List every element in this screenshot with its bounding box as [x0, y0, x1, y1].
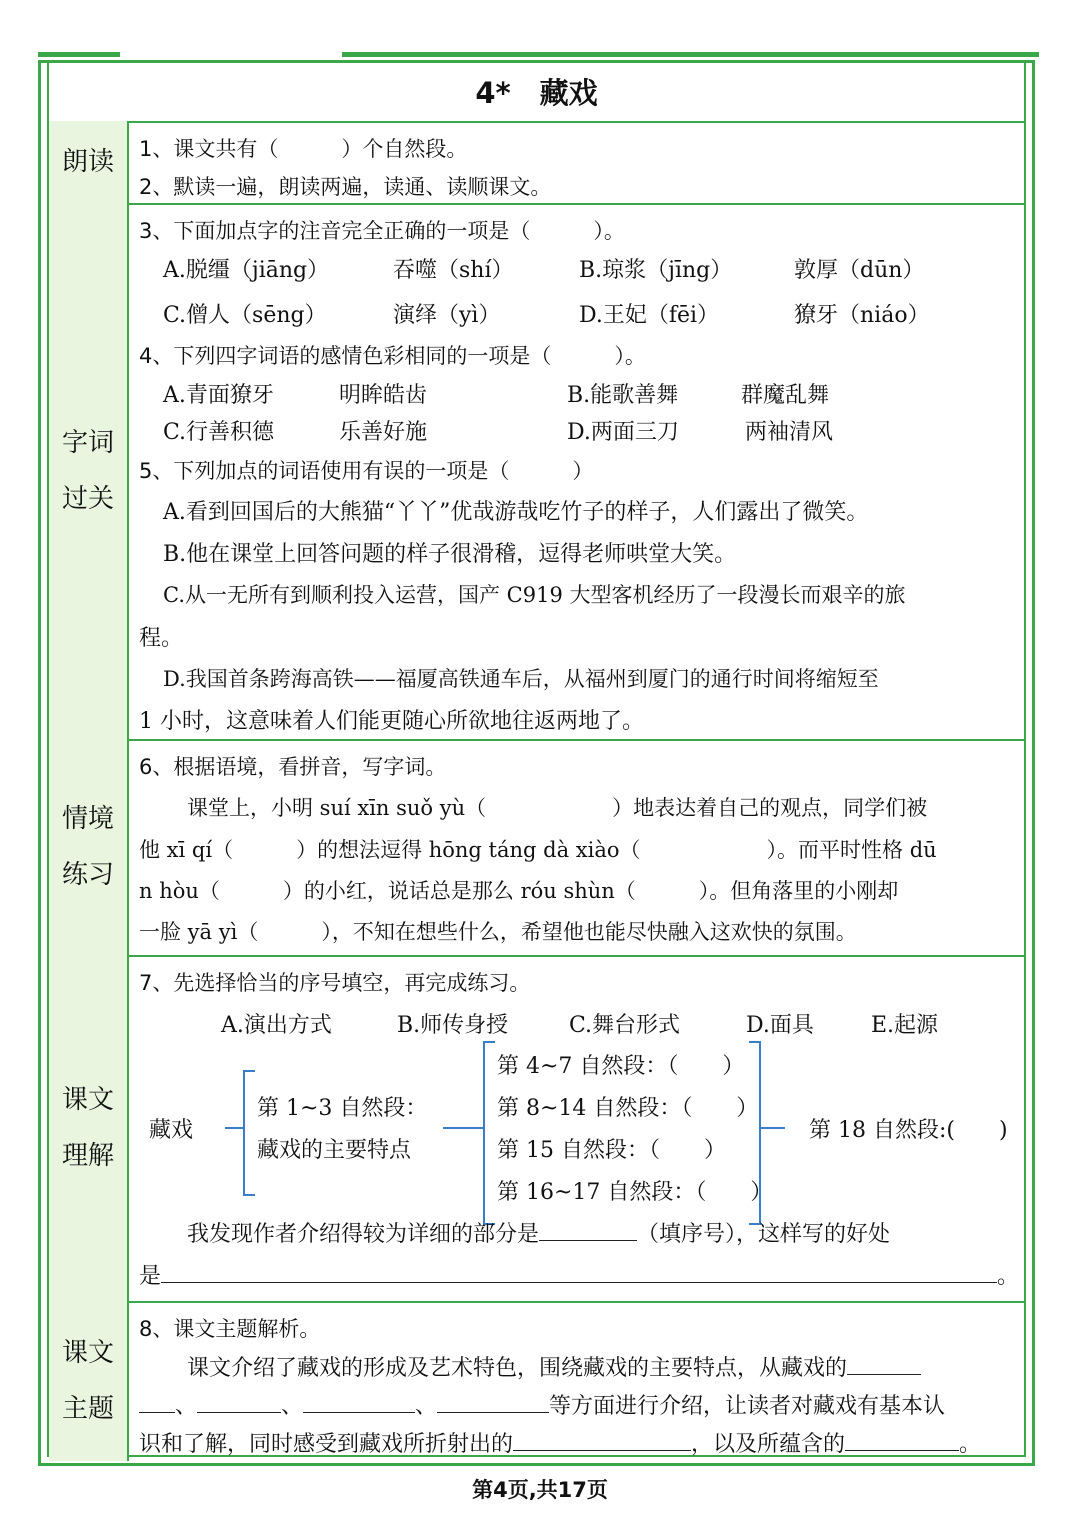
- q5-option-d-line2: 1 小时，这意味着人们能更随心所欲地往返两地了。: [139, 709, 644, 734]
- q4-option-a1: A.青面獠牙: [163, 383, 274, 408]
- label-text: 朗读: [61, 147, 114, 177]
- label-text: 字词: [61, 428, 114, 458]
- read-content: [129, 121, 1024, 203]
- separator: 、: [415, 1394, 438, 1419]
- blank[interactable]: [513, 1449, 691, 1451]
- blank[interactable]: [303, 1411, 415, 1413]
- blank[interactable]: [847, 1373, 921, 1375]
- question-1: 1、课文共有（ ）个自然段。: [139, 137, 468, 161]
- worksheet-inner: [47, 63, 1026, 1457]
- q3-option-d2: 獠牙（niáo）: [794, 303, 930, 328]
- separator: 、: [281, 1394, 304, 1419]
- question-2: 2、默读一遍，朗读两遍，读通、读顺课文。: [139, 175, 552, 199]
- bracket-right: [749, 1041, 761, 1225]
- theme-line-1: [187, 1351, 921, 1382]
- connector: [761, 1127, 785, 1129]
- blank[interactable]: [161, 1281, 997, 1283]
- bracket-left-1: [243, 1070, 255, 1196]
- q3-option-c1: C.僧人（sēng）: [163, 303, 327, 328]
- page-title: 4* 藏戏: [49, 63, 1024, 123]
- section-label-understand: [49, 955, 129, 1301]
- separator: 、: [175, 1394, 198, 1419]
- question-5: 5、下列加点的词语使用有误的一项是（ ）: [139, 459, 594, 483]
- blank[interactable]: [539, 1239, 637, 1241]
- page-number: 第4页,共17页: [472, 1478, 608, 1502]
- choice-a: A.演出方式: [221, 1013, 332, 1038]
- section-read: [49, 121, 1024, 205]
- frame-accent-left: [38, 52, 120, 57]
- label-text: 主题: [61, 1394, 114, 1424]
- part-item: 第 8~14 自然段：（ ）: [497, 1096, 759, 1121]
- find-line-2: [139, 1259, 1019, 1290]
- understand-content: [129, 955, 1024, 1301]
- part-item: 第 15 自然段：（ ）: [497, 1138, 726, 1163]
- theme-line-3: [139, 1427, 981, 1458]
- blank[interactable]: [139, 1411, 175, 1413]
- theme-text: 。: [959, 1432, 982, 1457]
- section-theme: [49, 1301, 1024, 1461]
- q4-option-b1: B.能歌善舞: [567, 383, 679, 408]
- find-text-tail: （填序号），这样写的好处: [637, 1222, 891, 1247]
- context-line-2: 他 xī qí（ ）的想法逗得 hōng táng dà xiào（ ）。而平时性格 dū: [139, 838, 937, 862]
- section-label-theme: [49, 1301, 129, 1461]
- context-line-4: 一脸 yā yì（ ），不知在想些什么，希望他也能尽快融入这欢快的氛围。: [139, 920, 857, 944]
- part1-desc: 藏戏的主要特点: [257, 1138, 412, 1163]
- part-end: 第 18 自然段:( ): [809, 1118, 1008, 1143]
- section-context: [49, 739, 1024, 957]
- section-label-words: [49, 203, 129, 739]
- choice-e: E.起源: [871, 1013, 939, 1038]
- question-4: 4、下列四字词语的感情色彩相同的一项是（ ）。: [139, 344, 646, 368]
- find-line-1: [187, 1217, 890, 1248]
- section-understand: [49, 955, 1024, 1303]
- context-content: [129, 739, 1024, 955]
- q4-option-c1: C.行善积德: [163, 420, 275, 445]
- section-label-context: [49, 739, 129, 955]
- q3-option-b2: 敦厚（dūn）: [794, 258, 925, 283]
- theme-text: 等方面进行介绍，让读者对藏戏有基本认: [549, 1394, 946, 1419]
- label-text: 练习: [61, 860, 114, 890]
- section-label-read: [49, 121, 129, 203]
- q3-option-c2: 演绎（yì）: [393, 303, 501, 328]
- q5-option-d-line1: D.我国首条跨海高铁——福厦高铁通车后，从福州到厦门的通行时间将缩短至: [163, 667, 879, 691]
- theme-content: [129, 1301, 1024, 1461]
- label-text: 过关: [61, 484, 114, 514]
- section-words: [49, 203, 1024, 741]
- context-line-3: n hòu（ ）的小红，说话总是那么 róu shùn（ ）。但角落里的小刚却: [139, 879, 899, 903]
- q3-option-d1: D.王妃（fēi）: [579, 303, 720, 328]
- frame-accent-right: [342, 52, 1039, 57]
- theme-text: 课文介绍了藏戏的形成及艺术特色，围绕藏戏的主要特点，从藏戏的: [187, 1356, 848, 1381]
- context-line-1: 课堂上，小明 suí xīn suǒ yù（ ）地表达着自己的观点，同学们被: [187, 796, 928, 820]
- q4-option-c2: 乐善好施: [339, 420, 428, 445]
- worksheet-table: [38, 60, 1035, 1466]
- theme-line-2: [139, 1389, 945, 1420]
- label-text: 理解: [61, 1141, 114, 1171]
- choice-c: C.舞台形式: [569, 1013, 681, 1038]
- label-text: 情境: [61, 804, 114, 834]
- question-3: 3、下面加点字的注音完全正确的一项是（ ）。: [139, 219, 625, 243]
- bracket-left-2: [483, 1041, 495, 1225]
- q4-option-a2: 明眸皓齿: [339, 383, 428, 408]
- q5-option-b: B.他在课堂上回答问题的样子很滑稽，逗得老师哄堂大笑。: [163, 542, 737, 567]
- find-text-end: 。: [997, 1264, 1020, 1289]
- choice-d: D.面具: [746, 1013, 814, 1038]
- theme-text: 识和了解，同时感受到藏戏所折射出的: [139, 1432, 514, 1457]
- question-6: 6、根据语境，看拼音，写字词。: [139, 755, 447, 779]
- q5-option-c-line2: 程。: [139, 626, 184, 651]
- structure-root: 藏戏: [149, 1118, 194, 1143]
- q3-option-a2: 吞噬（shí）: [393, 258, 514, 283]
- blank[interactable]: [197, 1411, 281, 1413]
- q5-option-c-line1: C.从一无所有到顺利投入运营，国产 C919 大型客机经历了一段漫长而艰辛的旅: [163, 583, 906, 607]
- blank[interactable]: [845, 1449, 959, 1451]
- question-7: 7、先选择恰当的序号填空，再完成练习。: [139, 971, 531, 995]
- blank[interactable]: [437, 1411, 549, 1413]
- q3-option-a1: A.脱缰（jiāng）: [163, 258, 330, 283]
- q4-option-d2: 两袖清风: [745, 420, 834, 445]
- part-item: 第 4~7 自然段：（ ）: [497, 1054, 745, 1079]
- find-text: 我发现作者介绍得较为详细的部分是: [187, 1222, 540, 1247]
- q4-option-d1: D.两面三刀: [567, 420, 679, 445]
- connector: [443, 1127, 483, 1129]
- choice-b: B.师传身授: [397, 1013, 509, 1038]
- label-text: 课文: [61, 1338, 114, 1368]
- question-8: 8、课文主题解析。: [139, 1317, 321, 1341]
- words-content: [129, 203, 1024, 739]
- find-text: 是: [139, 1264, 162, 1289]
- connector: [225, 1127, 243, 1129]
- q4-option-b2: 群魔乱舞: [741, 383, 830, 408]
- label-text: 课文: [61, 1085, 114, 1115]
- q3-option-b1: B.琼浆（jīng）: [579, 258, 733, 283]
- part-item: 第 16~17 自然段：（ ）: [497, 1180, 773, 1205]
- part1-title: 第 1~3 自然段：: [257, 1096, 428, 1121]
- theme-text: ，以及所蕴含的: [691, 1432, 846, 1457]
- q5-option-a: A.看到回国后的大熊猫“丫丫”优哉游哉吃竹子的样子，人们露出了微笑。: [163, 500, 869, 525]
